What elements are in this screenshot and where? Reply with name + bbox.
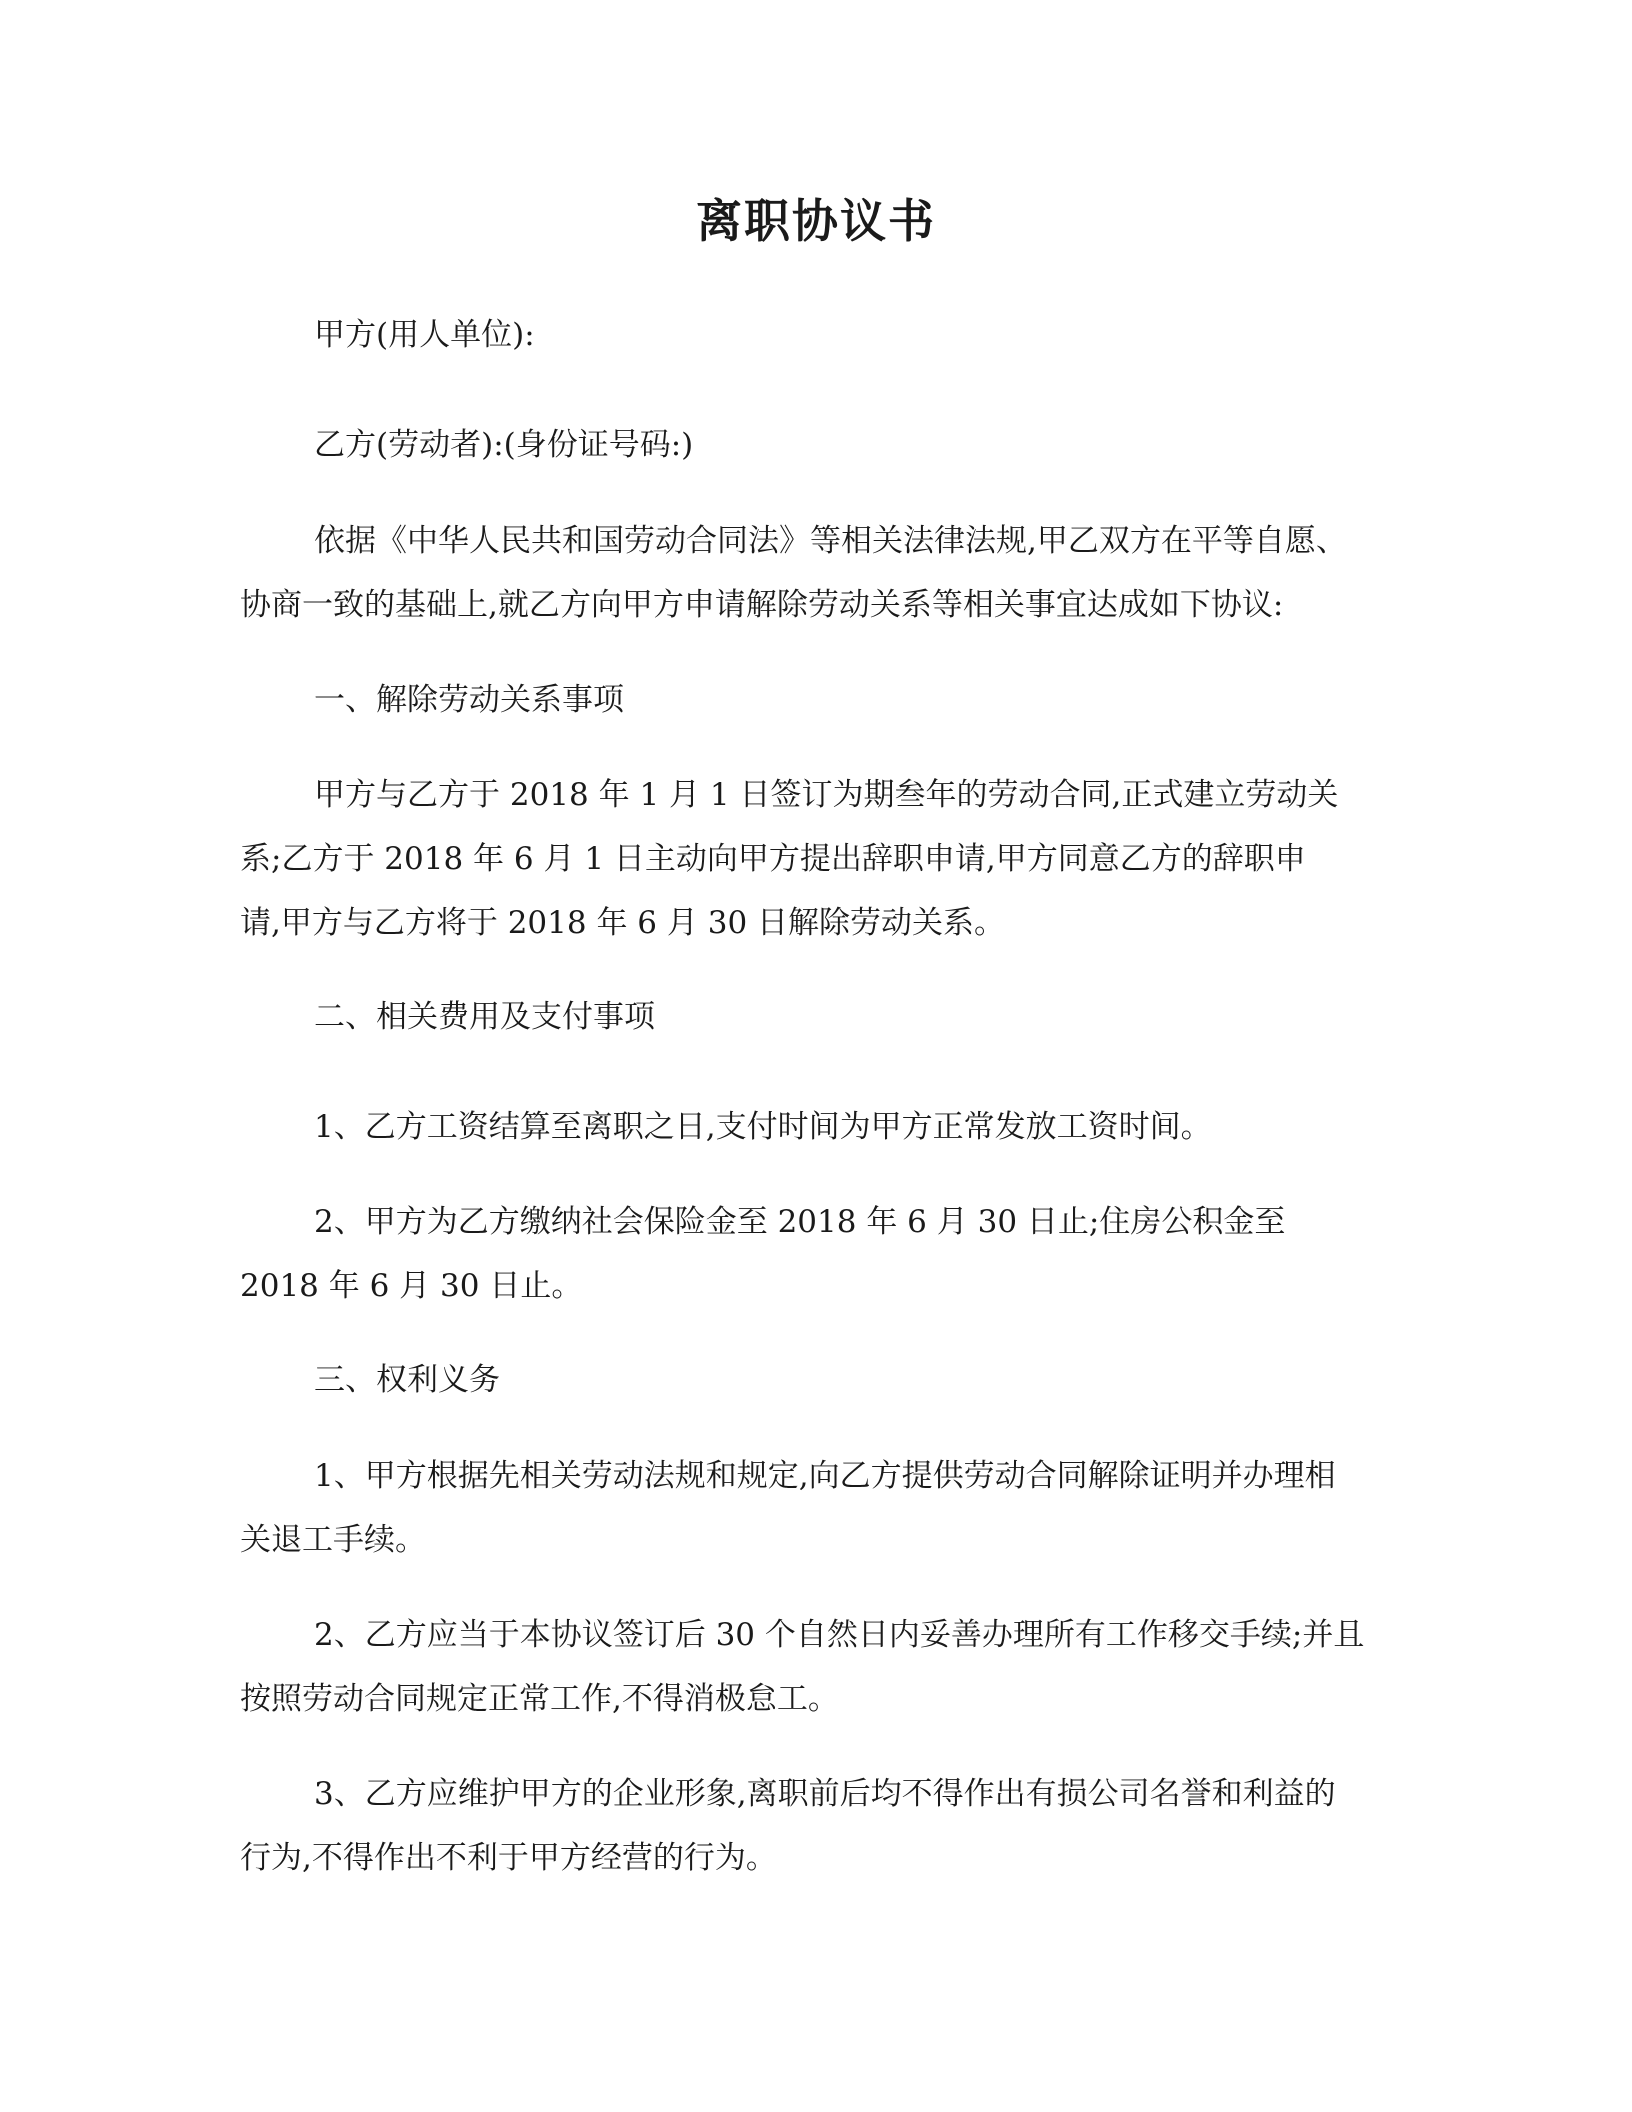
section-2-item-2-line-2: 2018 年 6 月 30 日止。 <box>240 1268 583 1304</box>
party-a-text: 甲方(用人单位): <box>314 317 535 353</box>
preamble-paragraph <box>240 509 1390 637</box>
section-2-item-2 <box>240 1190 1390 1318</box>
section-3-item-2 <box>240 1603 1390 1731</box>
party-a-line <box>314 303 1464 367</box>
section-2-heading-text: 二、相关费用及支付事项 <box>314 999 655 1035</box>
section-3-heading <box>314 1348 1464 1412</box>
section-3-heading-text: 三、权利义务 <box>314 1362 500 1398</box>
section-3-item-1-line-2: 关退工手续。 <box>240 1522 426 1558</box>
section-3-item-3-line-1: 3、乙方应维护甲方的企业形象,离职前后均不得作出有损公司名誉和利益的 <box>314 1776 1336 1812</box>
section-1-line-1: 甲方与乙方于 2018 年 1 月 1 日签订为期叁年的劳动合同,正式建立劳动关 <box>314 777 1339 813</box>
preamble-line-1: 依据《中华人民共和国劳动合同法》等相关法律法规,甲乙双方在平等自愿、 <box>314 523 1347 559</box>
section-1-line-3: 请,甲方与乙方将于 2018 年 6 月 30 日解除劳动关系。 <box>240 905 1006 941</box>
section-1-line-2: 系;乙方于 2018 年 6 月 1 日主动向甲方提出辞职申请,甲方同意乙方的辞职申 <box>240 841 1306 877</box>
section-3-item-2-line-2: 按照劳动合同规定正常工作,不得消极怠工。 <box>240 1681 839 1717</box>
section-3-item-1 <box>240 1444 1390 1572</box>
section-3-item-1-line-1: 1、甲方根据先相关劳动法规和规定,向乙方提供劳动合同解除证明并办理相 <box>314 1458 1336 1494</box>
section-3-item-3 <box>240 1762 1390 1890</box>
document-title: 离职协议书 <box>696 194 936 248</box>
section-3-item-2-line-1: 2、乙方应当于本协议签订后 30 个自然日内妥善办理所有工作移交手续;并且 <box>314 1617 1365 1653</box>
section-1-body <box>240 763 1390 955</box>
preamble-line-2: 协商一致的基础上,就乙方向甲方申请解除劳动关系等相关事宜达成如下协议: <box>240 587 1284 623</box>
section-2-heading <box>314 985 1464 1049</box>
section-2-item-1-text: 1、乙方工资结算至离职之日,支付时间为甲方正常发放工资时间。 <box>314 1109 1212 1145</box>
section-1-heading-text: 一、解除劳动关系事项 <box>314 682 624 718</box>
section-3-item-3-line-2: 行为,不得作出不利于甲方经营的行为。 <box>240 1840 777 1876</box>
section-2-item-2-line-1: 2、甲方为乙方缴纳社会保险金至 2018 年 6 月 30 日止;住房公积金至 <box>314 1204 1286 1240</box>
section-1-heading <box>314 668 1464 732</box>
party-b-text: 乙方(劳动者):(身份证号码:) <box>314 427 694 463</box>
party-b-line <box>314 413 1464 477</box>
section-2-item-1 <box>314 1095 1464 1159</box>
